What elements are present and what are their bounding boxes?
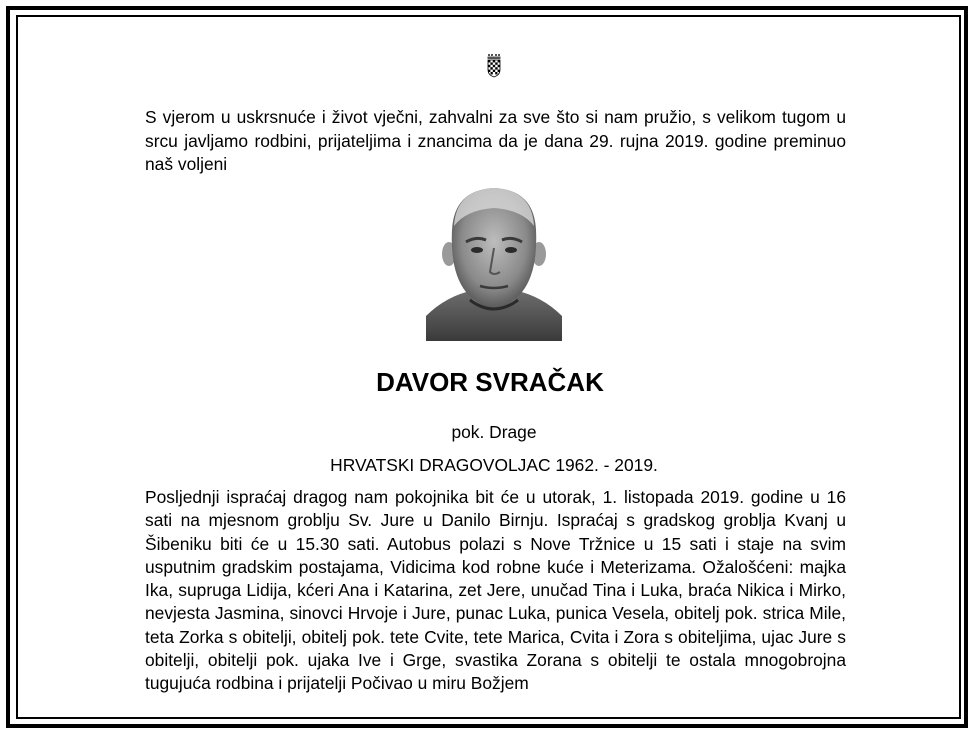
father-name: pok. Drage xyxy=(451,422,537,442)
veteran-title-years: HRVATSKI DRAGOVOLJAC 1962. - 2019. xyxy=(330,455,658,475)
intro-text: S vjerom u uskrsnuće i život vječni, zahvalni za sve što si nam pružio, s velikom tugom u srcu javljamo rodbini, prijateljima i znancima da je dana 29. rujna 2019. godine preminuo naš voljeni xyxy=(145,107,846,174)
deceased-portrait-photo xyxy=(426,184,562,341)
funeral-announcement-text: Posljednji ispraćaj dragog nam pokojnika bit će u utorak, 1. listopada 2019. godine u 16 sati na mjesnom groblju Sv. Jure u Danilo Birnju. Ispraćaj s gradskog groblja Kvanj u Šibeniku biti će u 15.30 sati. Autobus polazi s Nove Tržnice u 15 sati i staje na svim usputnim gradskim postajama, Vidicima kod robne kuće i Meterizama. Ožalošćeni: majka Ika, supruga Lidija, kćeri Ana i Katarina, zet Jere, unučad Tina i Luka, braća Nikica i Mirko, nevjesta Jasmina, sinovci Hrvoje i Jure, punac Luka, punica Vesela, obitelj pok. strica Mile, teta Zorka s obitelji, obitelj pok. tete Cvite, tete Marica, Cvita i Zora s obiteljima, ujac Jure s obitelji, obitelji pok. ujaka Ive i Grge, svastika Zorana s obitelji te ostala mnogobrojna tugujuća rodbina i prijatelji Počivao u miru Božjem xyxy=(145,487,846,694)
croatian-crest-icon xyxy=(487,54,501,78)
deceased-name: DAVOR SVRAČAK xyxy=(376,367,604,397)
